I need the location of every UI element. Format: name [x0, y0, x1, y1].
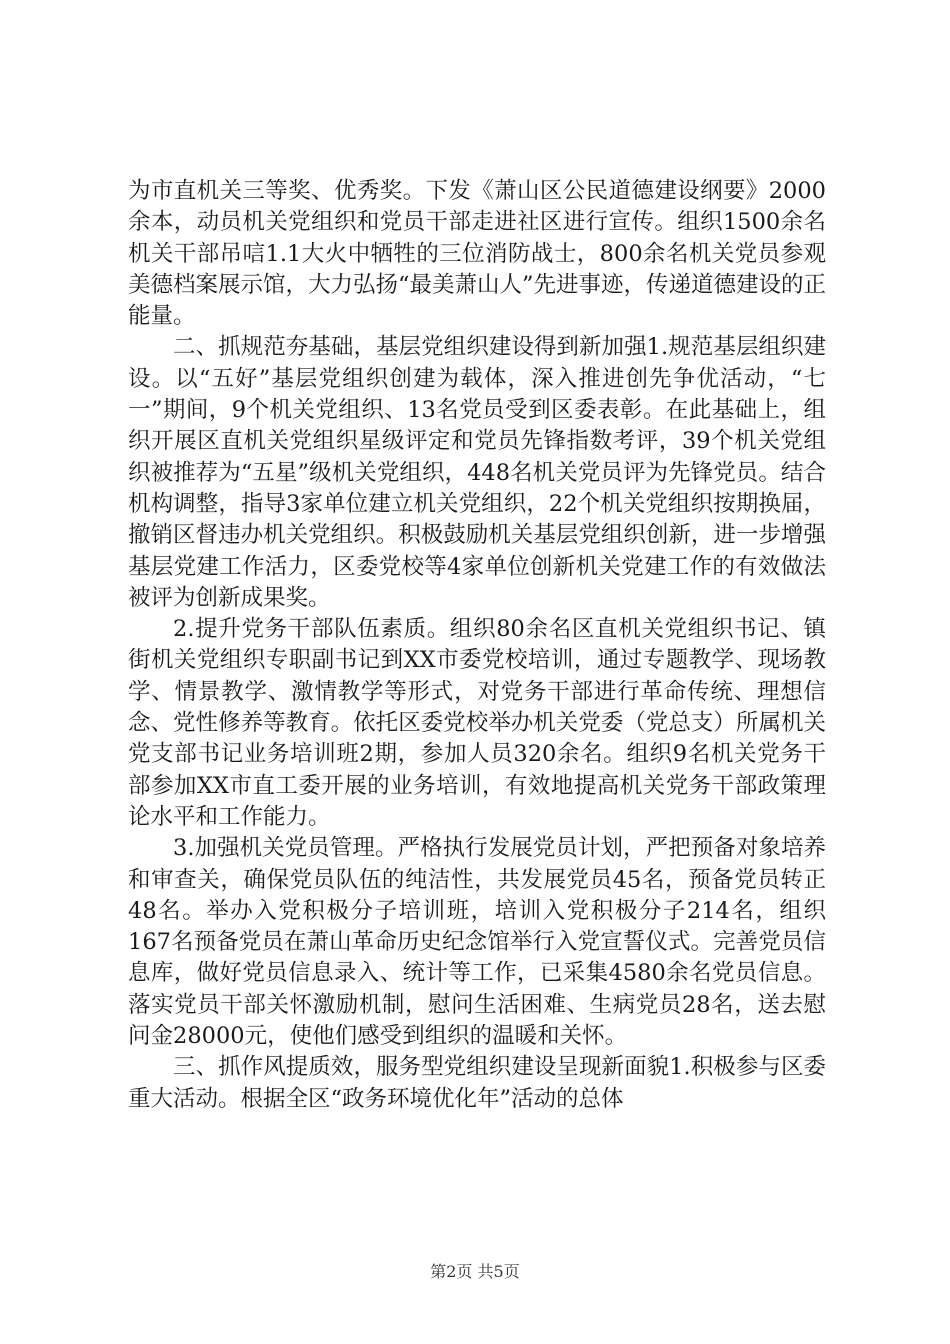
paragraph-continuation: 为市直机关三等奖、优秀奖。下发《萧山区公民道德建设纲要》2000余本，动员机关党组织和党员干部走进社区进行宣传。组织1500余名机关干部吊唁1.1大火中牺牲的三位消防战士，800余名机关党员参观美德档案展示馆，大力弘扬“最美萧山人”先进事迹，传递道德建设的正能量。	[128, 178, 827, 330]
document-body	[128, 176, 826, 1115]
paragraph-item-two: 2.提升党务干部队伍素质。组织80余名区直机关党组织书记、镇街机关党组织专职副书记到XX市委党校培训，通过专题教学、现场教学、情景教学、激情教学等形式，对党务干部进行革命传统、理想信念、党性修养等教育。依托区委党校举办机关党委（党总支）所属机关党支部书记业务培训班2期，参加人员320余名。组织9名机关党务干部参加XX市直工委开展的业务培训，有效地提高机关党务干部政策理论水平和工作能力。	[128, 616, 826, 830]
page-number-footer: 第2页 共5页	[430, 1262, 520, 1281]
paragraph-section-three: 三、抓作风提质效，服务型党组织建设呈现新面貌1.积极参与区委重大活动。根据全区“政务环境优化年”活动的总体	[128, 1054, 826, 1112]
paragraph-item-three: 3.加强机关党员管理。严格执行发展党员计划，严把预备对象培养和审查关，确保党员队伍的纯洁性，共发展党员45名，预备党员转正48名。举办入党积极分子培训班，培训入党积极分子214名，组织167名预备党员在萧山革命历史纪念馆举行入党宣誓仪式。完善党员信息库，做好党员信息录入、统计等工作，已采集4580余名党员信息。落实党员干部关怀激励机制，慰问生活困难、生病党员28名，送去慰问金28000元，使他们感受到组织的温暖和关怀。	[128, 835, 826, 1050]
paragraph-section-two: 二、抓规范夯基础，基层党组织建设得到新加强1.规范基层组织建设。以“五好”基层党组织创建为载体，深入推进创先争优活动，“七一”期间，9个机关党组织、13名党员受到区委表彰。在此基础上，组织开展区直机关党组织星级评定和党员先锋指数考评，39个机关党组织被推荐为“五星”级机关党组织，448名机关党员评为先锋党员。结合机构调整，指导3家单位建立机关党组织，22个机关党组织按期换届，撤销区督违办机关党组织。积极鼓励机关基层党组织创新，进一步增强基层党建工作活力，区委党校等4家单位创新机关党建工作的有效做法被评为创新成果奖。	[128, 334, 826, 611]
